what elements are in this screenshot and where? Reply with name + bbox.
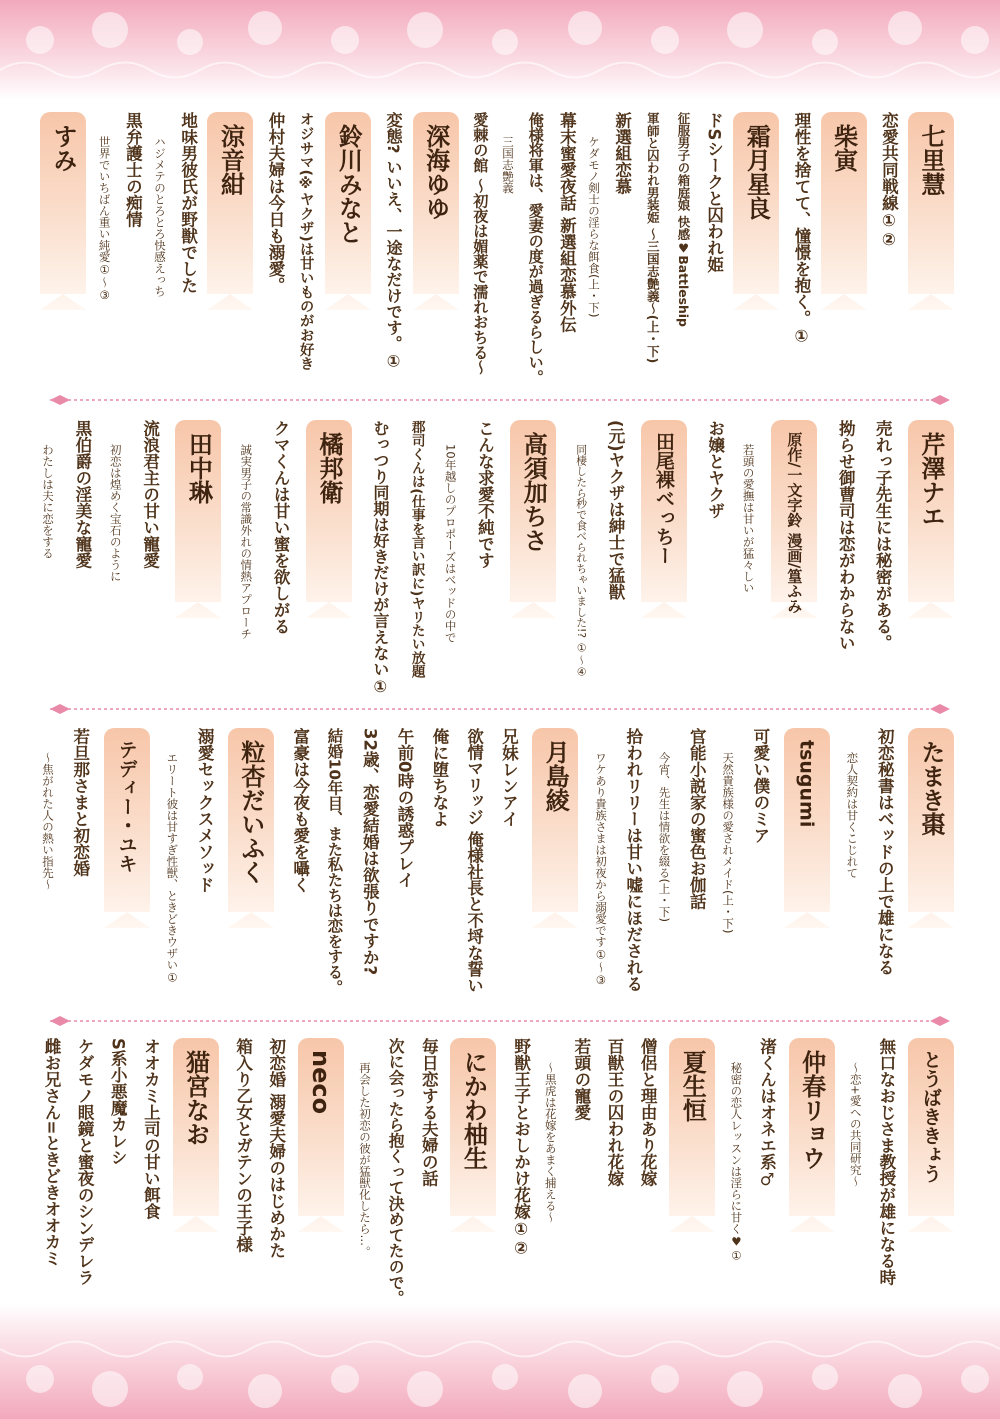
book-title	[636, 1038, 662, 1308]
author-name: 芹澤ナエ	[917, 432, 945, 528]
book-subtitle	[720, 728, 740, 1006]
book-title-text: 愛棘の館 〜初夜は媚薬で濡れおちる〜	[471, 112, 490, 375]
book-title	[875, 1038, 901, 1308]
author-name: 粒杏だいふく	[236, 740, 265, 884]
book-title-text: 溺愛セックスメソッド	[195, 728, 215, 893]
author-name-tag	[228, 728, 274, 928]
book-subtitle	[848, 1038, 868, 1308]
book-title	[417, 1038, 443, 1308]
book-subtitle-text: 誠実男子の常識外れの情熱アプローチ	[239, 444, 254, 640]
author-name: 高須加ちさ	[519, 432, 548, 552]
book-subtitle-text: ハジメテのとろとろ快感えっち	[153, 136, 167, 297]
book-title-text: 可愛い僕のミア	[750, 728, 770, 844]
author-name: にかわ柚生	[459, 1050, 488, 1170]
author-name: テディー・ユキ	[115, 740, 138, 873]
book-title	[622, 728, 648, 1006]
book-title-text: 渚くんはオネエ系♂	[757, 1038, 777, 1189]
book-title	[834, 420, 860, 695]
book-title-text: 理性を捨てて、憧憬を抱く。①	[792, 112, 811, 346]
book-title	[382, 112, 408, 387]
book-title-text: 黒弁護士の痴情	[123, 112, 143, 228]
book-title	[749, 728, 775, 1006]
book-subtitle	[108, 420, 128, 695]
author-name: 夏生恒	[678, 1050, 707, 1122]
book-title	[469, 112, 495, 387]
book-title	[604, 420, 630, 695]
author-name-tag	[104, 728, 150, 928]
author-name-tag	[532, 728, 578, 928]
author-name: 鈴川みなと	[334, 124, 363, 244]
book-subtitle-text: わたしは夫に恋をする	[41, 444, 55, 559]
book-subtitle-text: 恋人契約は甘くこじれて	[845, 752, 860, 879]
book-title	[510, 1038, 536, 1308]
book-subtitle	[357, 1038, 377, 1308]
book-subtitle	[573, 420, 593, 695]
book-title-text: 午前0時の誘惑プレイ	[395, 728, 415, 888]
book-title	[393, 728, 419, 1006]
book-title-text: (元)ヤクザは紳士で猛獣	[606, 420, 625, 601]
book-title-text: クマくんは甘い蜜を欲しがる	[271, 420, 291, 635]
book-title-text: ケダモノ眼鏡と蜜夜のシンデレラ	[75, 1038, 95, 1286]
author-name: 涼音紺	[216, 124, 245, 196]
author-name-tag	[325, 112, 371, 310]
top-lace-border	[0, 0, 1000, 100]
book-title-text: 仲村夫婦は今日も溺愛。	[266, 112, 285, 294]
book-title	[358, 728, 384, 1006]
book-title	[106, 1038, 132, 1308]
author-name: 霜月星良	[742, 124, 771, 220]
author-name: neco	[306, 1050, 335, 1115]
book-title	[704, 420, 730, 695]
author-name: 月島綾	[541, 740, 570, 812]
book-subtitle	[844, 728, 864, 1006]
book-title	[289, 728, 315, 1006]
author-name: 深海ゆゆ	[421, 124, 450, 220]
book-title-text: 俺に堕ちなよ	[429, 728, 449, 827]
book-title-text: 欲情マリッジ 俺様社長と不埒な誓い	[464, 728, 484, 994]
author-name-tag	[789, 1038, 835, 1232]
section-divider	[50, 1014, 950, 1028]
book-title	[570, 1038, 596, 1308]
book-title-text: 拗らせ御曹司は恋がわからない	[836, 420, 856, 651]
book-title	[406, 420, 432, 695]
book-title-text: 地味男彼氏が野獣でした	[178, 112, 198, 294]
book-title-text: お嬢とヤクザ	[705, 420, 725, 519]
author-name-tag	[669, 1038, 715, 1232]
book-title	[265, 1038, 291, 1308]
author-name: 仲春リョウ	[797, 1050, 826, 1170]
row-2	[40, 420, 960, 695]
book-subtitle	[443, 420, 463, 695]
book-subtitle-text: 秘密の恋人レッスンは淫らに甘く♥①	[729, 1062, 744, 1263]
author-name: 橘邦衛	[315, 432, 343, 504]
book-title-text: オオカミ上司の甘い餌食	[141, 1038, 161, 1220]
author-name: すみ	[49, 124, 77, 172]
book-title-text: むっつり同期は好きだけが言えない①	[370, 420, 390, 696]
book-title	[369, 420, 395, 695]
book-subtitle	[164, 728, 184, 1006]
book-title-text: 32歳、恋愛結婚は欲張りですか?	[360, 728, 380, 976]
book-title-text: 兄妹レンアイ	[499, 728, 519, 827]
book-title	[193, 728, 219, 1006]
book-subtitle-text: 初恋は煌めく宝石のように	[108, 444, 123, 582]
author-name-tag	[908, 728, 954, 928]
book-subtitle	[586, 112, 606, 387]
author-name-tag	[207, 112, 253, 310]
book-title	[232, 1038, 258, 1308]
book-title	[871, 420, 897, 695]
book-title-text: 官能小説家の蜜色お伽話	[687, 728, 707, 910]
author-name-tag	[306, 420, 352, 618]
book-subtitle	[593, 728, 613, 1006]
author-name-tag	[733, 112, 779, 310]
book-subtitle	[40, 728, 60, 1006]
author-name-tag	[175, 420, 221, 618]
book-title	[177, 112, 203, 387]
book-title-text: 売れっ子先生には秘密がある。	[873, 420, 893, 651]
book-title-text: 郡司くんは(仕事を言い訳に)ヤリたい放題	[408, 420, 425, 679]
book-title	[73, 1038, 99, 1308]
book-title	[790, 112, 816, 387]
book-title	[269, 420, 295, 695]
author-name: tsugumi	[795, 740, 818, 828]
row-4	[40, 1038, 960, 1308]
book-subtitle	[238, 420, 258, 695]
author-name: 七里慧	[917, 124, 945, 196]
book-title	[323, 728, 349, 1006]
book-title	[139, 420, 165, 695]
author-name-tag	[413, 112, 459, 310]
author-name-tag	[510, 420, 556, 618]
book-title-text: 拾われリリーは甘い嘘にほだされる	[623, 728, 643, 992]
book-title-text: 無口なおじさま教授が雄になる時	[876, 1038, 896, 1286]
book-title-text: 次に会ったら抱くって決めてたので。	[386, 1038, 406, 1306]
book-title-text: 初恋秘書はベッドの上で雄になる	[875, 728, 895, 976]
book-title	[139, 1038, 165, 1308]
author-name-tag	[641, 420, 687, 618]
book-title-text: 富豪は今夜も愛を囁く	[290, 728, 310, 893]
row-3	[40, 728, 960, 1006]
book-title	[69, 728, 95, 1006]
book-title-text: 結婚10年目、また私たちは恋をする。	[325, 728, 344, 995]
book-subtitle-text: 若頭の愛撫は甘いが猛々しい	[741, 444, 756, 594]
book-subtitle-text: エリート彼は甘すぎ性獣、ときどきウザい①	[165, 752, 180, 985]
book-title	[40, 1038, 66, 1308]
book-title	[877, 112, 903, 387]
book-title	[497, 728, 523, 1006]
book-title-text: オジサマ(※ヤクザ)は甘いものがお好き	[297, 112, 314, 371]
book-subtitle-text: 〜焦がれた人の熱い指先〜	[41, 752, 55, 890]
book-subtitle	[97, 112, 117, 387]
book-title-text: 軍師と囚われ男装姫 〜三国志艶義〜(上・下)	[645, 112, 661, 364]
book-title-text: 流浪君主の甘い寵愛	[140, 420, 160, 569]
author-name-tag	[173, 1038, 219, 1232]
book-title	[473, 420, 499, 695]
book-subtitle-text: 今宵、先生は情欲を綴る(上・下)	[657, 752, 672, 922]
book-title	[384, 1038, 410, 1308]
book-subtitle	[728, 1038, 748, 1308]
book-title-text: 僧侶と理由あり花嫁	[638, 1038, 658, 1187]
book-title	[428, 728, 454, 1006]
author-name-tag	[908, 420, 954, 618]
book-title	[703, 112, 729, 387]
book-subtitle	[40, 420, 60, 695]
book-subtitle	[152, 112, 172, 387]
book-title	[672, 112, 698, 387]
book-title	[873, 728, 899, 1006]
book-title-text: こんな求愛不純です	[475, 420, 495, 569]
bottom-lace-border	[0, 1304, 1000, 1419]
author-name-tag	[298, 1038, 344, 1232]
book-subtitle-text: 再会した初恋の彼が猛獣化したら…。	[358, 1062, 373, 1258]
author-name: 田中琳	[184, 432, 213, 504]
book-title	[71, 420, 97, 695]
book-subtitle-text: 三国志艶義	[501, 136, 515, 194]
book-subtitle	[741, 420, 761, 695]
book-title-text: 雌お兄さん=ときどきオオカミ	[42, 1038, 61, 1267]
book-title	[603, 1038, 629, 1308]
book-title-text: ドSシークと囚われ姫	[704, 112, 724, 273]
book-subtitle-text: ワケあり貴族さまは初夜から溺愛です①〜③	[593, 752, 608, 987]
book-subtitle-text: 同棲したら秒で食べられちゃいました!? ①〜④	[575, 444, 589, 679]
author-name: 原作/一文字鈴 漫画/篁ふみ	[785, 432, 804, 614]
author-name: たまき棗	[917, 740, 945, 836]
author-name-tag	[784, 728, 830, 928]
section-divider	[50, 702, 950, 716]
book-title	[121, 112, 147, 387]
book-title-text: 新選組恋慕	[612, 112, 632, 195]
book-subtitle-text: 〜恋+愛への共同研究〜	[848, 1062, 863, 1187]
book-title-text: 黒伯爵の淫美な寵愛	[72, 420, 92, 569]
section-divider	[50, 393, 950, 407]
book-title-text: 初恋婚 溺愛夫婦のはじめかた	[266, 1038, 286, 1259]
book-title-text: 毎日恋する夫婦の話	[419, 1038, 439, 1187]
book-title-text: 恋愛共同戦線①②	[879, 112, 899, 249]
book-title-text: 野獣王子とおしかけ花嫁①②	[511, 1038, 531, 1258]
book-title	[264, 112, 290, 387]
book-title-text: S系小悪魔カレシ	[108, 1038, 128, 1166]
book-title-text: 若旦那さまと初恋婚	[70, 728, 90, 877]
book-subtitle	[657, 728, 677, 1006]
row-1	[40, 112, 960, 387]
author-name-tag	[771, 420, 817, 618]
author-name: とうばききょう	[920, 1050, 942, 1183]
book-subtitle	[500, 112, 520, 387]
author-name: 猫宮なお	[181, 1050, 210, 1146]
book-subtitle-text: 〜黒虎は花嫁をあまく捕える〜	[543, 1062, 558, 1223]
book-title	[555, 112, 581, 387]
book-subtitle-text: 天然貴族様の愛されメイド(上・下)	[721, 752, 736, 934]
book-subtitle-text: 10年越しのプロポーズはベッドの中で	[443, 444, 458, 643]
author-name-tag	[450, 1038, 496, 1232]
book-title-text: 若頭の寵愛	[571, 1038, 591, 1121]
book-title	[755, 1038, 781, 1308]
book-title	[463, 728, 489, 1006]
author-name: 柴寅	[829, 124, 858, 172]
book-title	[685, 728, 711, 1006]
book-subtitle-text: 世界でいちばん重い純愛①〜③	[97, 136, 112, 302]
book-title	[525, 112, 551, 387]
book-subtitle-text: ケダモノ剣士の淫らな餌食(上・下)	[587, 136, 601, 318]
book-title-text: 征服男子の箱庭娘 快感♥Battleship	[676, 112, 691, 327]
book-title-text: 百獣王の囚われ花嫁	[604, 1038, 624, 1187]
book-title	[295, 112, 321, 387]
book-title	[641, 112, 667, 387]
author-name: 田尾裸べっちー	[652, 432, 675, 565]
author-name-tag	[821, 112, 867, 310]
book-title-text: 箱入り乙女とガテンの王子様	[233, 1038, 253, 1253]
book-title-text: 俺様将軍は、愛妻の度が過ぎるらしい。	[526, 112, 545, 385]
author-name-tag	[40, 112, 86, 310]
book-title	[611, 112, 637, 387]
author-name-tag	[908, 1038, 954, 1232]
book-title-text: 幕末蜜愛夜話 新選組恋慕外伝	[557, 112, 577, 333]
book-title-text: 変態? いいえ、一途なだけです。①	[384, 112, 403, 371]
book-subtitle	[543, 1038, 563, 1308]
author-name-tag	[908, 112, 954, 310]
